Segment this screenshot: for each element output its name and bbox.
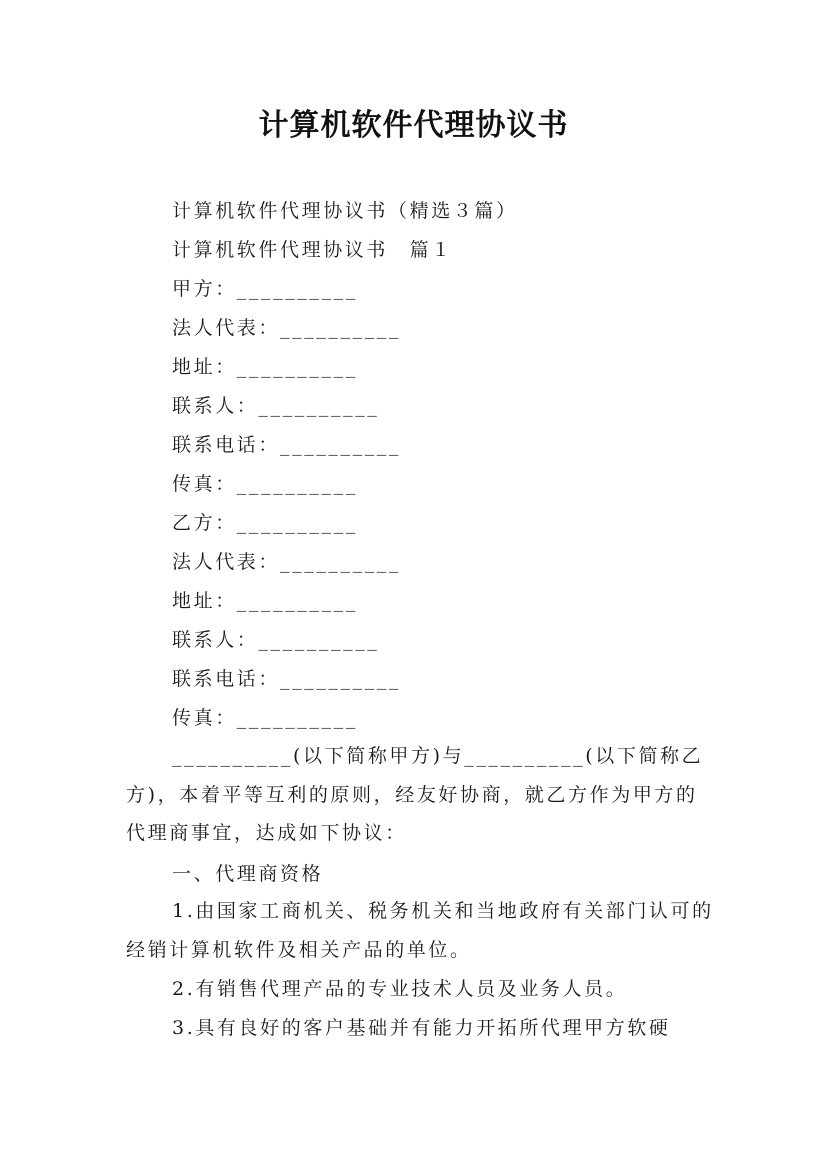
clause-item-3: 3.具有良好的客户基础并有能力开拓所代理甲方软硬: [172, 1017, 671, 1039]
clause-item-2: 2.有销售代理产品的专业技术人员及业务人员。: [172, 978, 628, 1000]
party-b-legal-rep-field: 法人代表：__________: [172, 551, 402, 573]
intro-paragraph: __________(以下简称甲方)与__________(以下简称乙方)，本着平等互利的原则，经友好协商，就乙方作为甲方的代理商事宜，达成如下协议：: [126, 745, 704, 844]
document-subtitle: 计算机软件代理协议书（精选３篇）: [172, 200, 518, 222]
party-b-name-field: 乙方：__________: [172, 512, 358, 534]
party-b-address-field: 地址：__________: [172, 590, 358, 612]
party-a-contact-field: 联系人：__________: [172, 395, 380, 417]
party-a-name-field: 甲方：__________: [172, 278, 358, 300]
party-a-legal-rep-field: 法人代表：__________: [172, 317, 402, 339]
party-a-phone-field: 联系电话：__________: [172, 434, 402, 456]
section-heading: 计算机软件代理协议书 篇１: [172, 239, 453, 261]
clause-item-1: 1.由国家工商机关、税务机关和当地政府有关部门认可的经销计算机软件及相关产品的单位。: [126, 900, 714, 961]
party-a-fax-field: 传真：__________: [172, 473, 358, 495]
party-b-fax-field: 传真：__________: [172, 707, 358, 729]
party-b-phone-field: 联系电话：__________: [172, 668, 402, 690]
party-a-address-field: 地址：__________: [172, 356, 358, 378]
clause-heading: 一、代理商资格: [172, 863, 324, 885]
document-title: 计算机软件代理协议书: [258, 108, 569, 143]
party-b-contact-field: 联系人：__________: [172, 629, 380, 651]
